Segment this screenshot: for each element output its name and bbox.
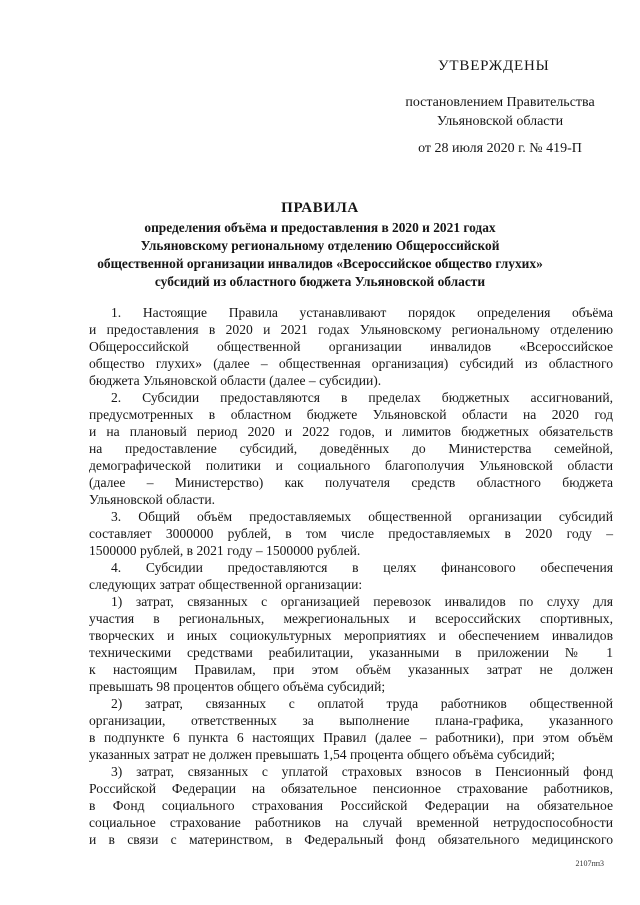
approved-by-line-3: от 28 июля 2020 г. № 419-П — [418, 141, 582, 156]
body-line: бюджета Ульяновской области (далее – субсидии). — [89, 373, 382, 388]
body-line: к настоящим Правилам, при этом объём указанных затрат не должен — [89, 662, 613, 677]
body-line: техническими средствами реабилитации, указанными в приложении № 1 — [89, 645, 613, 660]
body-line: и предоставления в 2020 и 2021 годах Ульяновскому региональному отделению — [89, 322, 613, 337]
body-line: Ульяновской области. — [89, 492, 215, 507]
body-line: указанных затрат не должен превышать 1,54 процента общего объёма субсидий; — [89, 747, 555, 762]
subtitle-line-3: общественной организации инвалидов «Всероссийское общество глухих» — [97, 256, 543, 271]
body-line: превышать 98 процентов общего объёма субсидий; — [89, 679, 386, 694]
footer-code: 2107пп3 — [575, 859, 604, 868]
body-line: участия в региональных, межрегиональных и всероссийских спортивных, — [89, 611, 613, 626]
body-line: в подпункте 6 пункта 6 настоящих Правил (далее – работники), при этом объём — [89, 730, 613, 745]
document-title: ПРАВИЛА — [281, 200, 359, 216]
body-line: Российской Федерации на обязательное пенсионное страхование работников, — [89, 781, 613, 796]
body-line: 1500000 рублей, в 2021 году – 1500000 рублей. — [89, 543, 361, 558]
body-line: 3. Общий объём предоставляемых общественной организации субсидий — [111, 509, 613, 524]
body-line: следующих затрат общественной организации: — [89, 577, 363, 592]
body-line: организации, ответственных за выполнение плана-графика, указанного — [89, 713, 613, 728]
body-line: творческих и иных социокультурных мероприятиях и обеспечением инвалидов — [89, 628, 613, 643]
subtitle-line-2: Ульяновскому региональному отделению Общероссийской — [140, 238, 500, 253]
body-line: в Фонд социального страхования Российской Федерации на обязательное — [89, 798, 613, 813]
subtitle-line-1: определения объёма и предоставления в 2020 и 2021 годах — [144, 220, 496, 235]
body-line: 4. Субсидии предоставляются в целях финансового обеспечения — [111, 560, 613, 575]
body-line: 2) затрат, связанных с оплатой труда работников общественной — [111, 696, 613, 711]
body-line: предусмотренных в областном бюджете Ульяновской области на 2020 год — [89, 407, 613, 422]
body-line: Общероссийской общественной организации инвалидов «Всероссийское — [89, 339, 613, 354]
body-line: социальное страхование работников на случай временной нетрудоспособности — [89, 815, 613, 830]
body-line: общество глухих» (далее – общественная организация) субсидий из областного — [89, 356, 613, 371]
body-line: 3) затрат, связанных с уплатой страховых взносов в Пенсионный фонд — [111, 764, 613, 779]
body-line: составляет 3000000 рублей, в том числе предоставляемых в 2020 году – — [89, 526, 613, 541]
body-line: (далее – Министерство) как получателя средств областного бюджета — [89, 475, 613, 490]
body-line: 2. Субсидии предоставляются в пределах бюджетных ассигнований, — [111, 390, 613, 405]
body-line: и на плановый период 2020 и 2022 годов, и лимитов бюджетных обязательств — [89, 424, 613, 439]
subtitle-line-4: субсидий из областного бюджета Ульяновской области — [154, 274, 486, 289]
body-line: демографической политики и социального благополучия Ульяновской области — [89, 458, 613, 473]
body-line: на предоставление субсидий, доведённых до Министерства семейной, — [89, 441, 613, 456]
approved-by-line-2: Ульяновской области — [436, 114, 564, 129]
approved-by-line-1: постановлением Правительства — [405, 95, 595, 110]
body-line: 1. Настоящие Правила устанавливают порядок определения объёма — [111, 305, 613, 320]
body-line: и в связи с материнством, в Федеральный фонд обязательного медицинского — [89, 832, 613, 847]
approved-stamp: УТВЕРЖДЕНЫ — [438, 58, 550, 74]
body-line: 1) затрат, связанных с организацией перевозок инвалидов по слуху для — [111, 594, 613, 609]
